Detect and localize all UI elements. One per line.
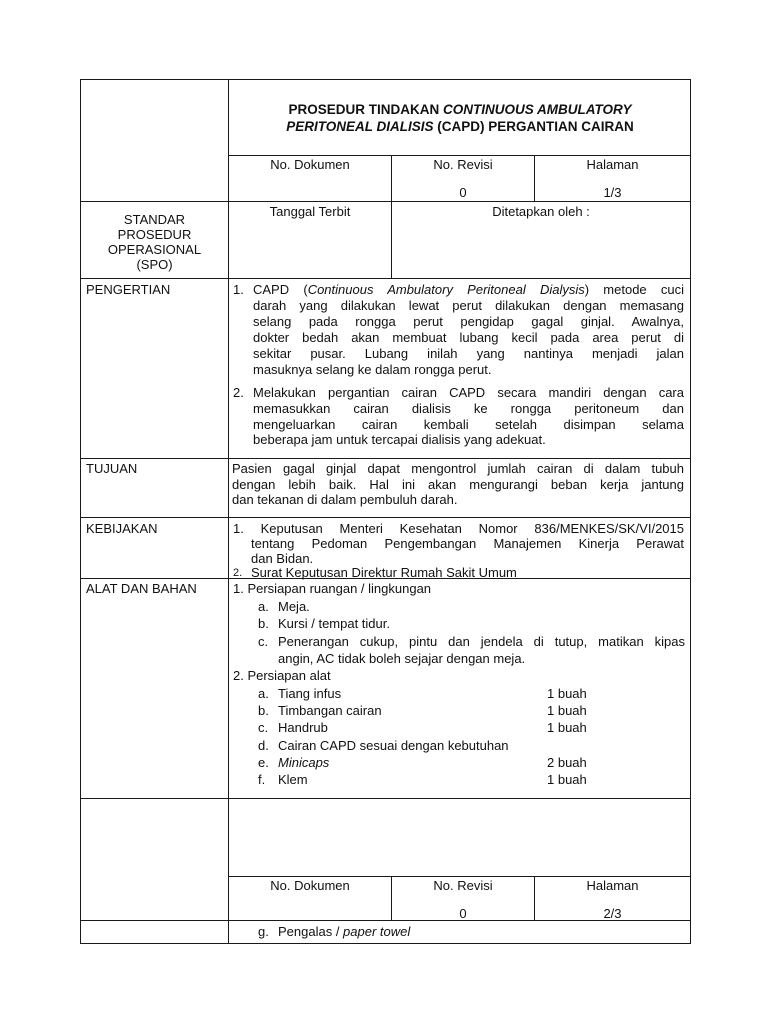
no-revisi-value: 0 xyxy=(459,185,467,200)
alat-section2: 2. Persiapan alat xyxy=(233,668,331,683)
pengertian-item1-num: 1. xyxy=(233,282,244,297)
pengertian-item1-line3: selang pada rongga perut pengidap gagal ginjal. Awalnya, xyxy=(253,314,684,329)
alat-section1: 1. Persiapan ruangan / lingkungan xyxy=(233,581,432,596)
kebijakan-label: KEBIJAKAN xyxy=(86,521,158,536)
alat-s2-e-qty: 2 buah xyxy=(547,755,587,770)
alat-s2-e-key: e. xyxy=(258,755,269,770)
alat-s2-e: Minicaps xyxy=(278,755,330,770)
pengertian-item2-line2: memasukkan cairan dialisis ke rongga peritoneum dan xyxy=(253,401,684,416)
footer-halaman-label: Halaman xyxy=(586,878,639,893)
alat-s2-c-qty: 1 buah xyxy=(547,720,587,735)
pengertian-item1-line1-c: ) metode cuci xyxy=(584,282,684,297)
alat-label: ALAT DAN BAHAN xyxy=(86,581,197,596)
kebijakan-item1-line1: 1. Keputusan Menteri Kesehatan Nomor 836/MENKES/SK/VI/2015 xyxy=(233,521,684,536)
footer-halaman-value: 2/3 xyxy=(603,906,622,921)
kebijakan-item1-line3: dan Bidan. xyxy=(251,551,314,566)
pengertian-item2-line1: Melakukan pergantian cairan CAPD secara mandiri dengan cara xyxy=(253,385,684,400)
alat-s2-f-key: f. xyxy=(258,772,266,787)
footer-no-revisi-label: No. Revisi xyxy=(433,878,493,893)
halaman-value: 1/3 xyxy=(603,185,622,200)
pengertian-item1-line4: dokter bedah akan membuat lubang kecil pada area perut di xyxy=(253,330,684,345)
title-line2-a: PERITONEAL DIALISIS xyxy=(286,119,434,134)
alat-s1-c: Penerangan cukup, pintu dan jendela di tutup, matikan kipas xyxy=(278,634,685,649)
alat-s1-b: Kursi / tempat tidur. xyxy=(278,616,390,631)
pengertian-item2-line4: beberapa jam untuk tercapai dialisis yang adekuat. xyxy=(253,432,546,447)
no-revisi-label: No. Revisi xyxy=(433,157,493,172)
alat-s2-b-qty: 1 buah xyxy=(547,703,587,718)
alat-s1-c-cont: angin, AC tidak boleh sejajar dengan meja. xyxy=(278,651,526,666)
pengertian-item2-line3: mengeluarkan cairan kembali setelah disimpan selama xyxy=(253,417,684,432)
alat-s2-b: Timbangan cairan xyxy=(278,703,382,718)
capd-term: Continuous Ambulatory Peritoneal Dialysis xyxy=(307,282,585,297)
tujuan-line1: Pasien gagal ginjal dapat mengontrol jumlah cairan di dalam tubuh xyxy=(232,461,684,476)
pengertian-item2-num: 2. xyxy=(233,385,244,400)
alat-s1-a: Meja. xyxy=(278,599,310,614)
alat-s2-g-b: paper towel xyxy=(343,924,411,939)
alat-s2-a-qty: 1 buah xyxy=(547,686,587,701)
spo-line4: (SPO) xyxy=(136,257,173,272)
pengertian-item1-line5: sekitar pusar. Lubang inilah yang nantinya menjadi jalan xyxy=(253,346,684,361)
tujuan-line3: dan tekanan di dalam pembuluh darah. xyxy=(232,492,458,507)
alat-s1-a-key: a. xyxy=(258,599,269,614)
spo-line2: PROSEDUR xyxy=(117,227,192,242)
no-dokumen-label: No. Dokumen xyxy=(270,157,350,172)
alat-s2-c-key: c. xyxy=(258,720,269,735)
spo-line3: OPERASIONAL xyxy=(107,242,202,257)
alat-s2-d-key: d. xyxy=(258,738,269,753)
alat-s2-f: Klem xyxy=(278,772,308,787)
kebijakan-item2-num: 2. xyxy=(233,567,243,579)
spo-line1: STANDAR xyxy=(123,212,186,227)
document-title-line2 xyxy=(229,118,691,135)
pengertian-item1-line1-a: CAPD ( xyxy=(253,282,308,297)
footer-no-dokumen-label: No. Dokumen xyxy=(270,878,350,893)
pengertian-item1-line2: darah yang dilakukan lewat perut dilakukan dengan memasang xyxy=(253,298,684,313)
pengertian-label: PENGERTIAN xyxy=(86,282,171,297)
kebijakan-item1-line2: tentang Pedoman Pengembangan Manajemen Kinerja Perawat xyxy=(251,536,684,551)
title-line1-a: PROSEDUR TINDAKAN xyxy=(288,102,443,117)
alat-s2-g-key: g. xyxy=(258,924,269,939)
title-line2-b: (CAPD) PERGANTIAN CAIRAN xyxy=(433,119,634,134)
alat-s2-g xyxy=(278,923,410,940)
alat-s2-d: Cairan CAPD sesuai dengan kebutuhan xyxy=(278,738,509,753)
alat-s2-f-qty: 1 buah xyxy=(547,772,587,787)
tanggal-terbit-label: Tanggal Terbit xyxy=(269,204,351,219)
footer-no-revisi-value: 0 xyxy=(459,906,467,921)
alat-s2-b-key: b. xyxy=(258,703,269,718)
title-line1-b: CONTINUOUS AMBULATORY xyxy=(443,102,632,117)
pengertian-item1-line1 xyxy=(253,281,684,298)
halaman-label: Halaman xyxy=(586,157,639,172)
alat-s2-c: Handrub xyxy=(278,720,328,735)
kebijakan-item2: Surat Keputusan Direktur Rumah Sakit Umum xyxy=(251,565,517,580)
alat-s2-a-key: a. xyxy=(258,686,269,701)
tujuan-label: TUJUAN xyxy=(86,461,138,476)
document-title xyxy=(229,101,691,118)
tujuan-line2: dengan lebih baik. Hal ini akan mengurangi beban kerja jantung xyxy=(232,477,684,492)
pengertian-item1-line6: masuknya selang ke dalam rongga perut. xyxy=(253,362,492,377)
alat-s2-g-a: Pengalas / xyxy=(278,924,344,939)
alat-s2-a: Tiang infus xyxy=(278,686,342,701)
ditetapkan-label: Ditetapkan oleh : xyxy=(492,204,590,219)
alat-s1-c-key: c. xyxy=(258,634,269,649)
alat-s1-b-key: b. xyxy=(258,616,269,631)
